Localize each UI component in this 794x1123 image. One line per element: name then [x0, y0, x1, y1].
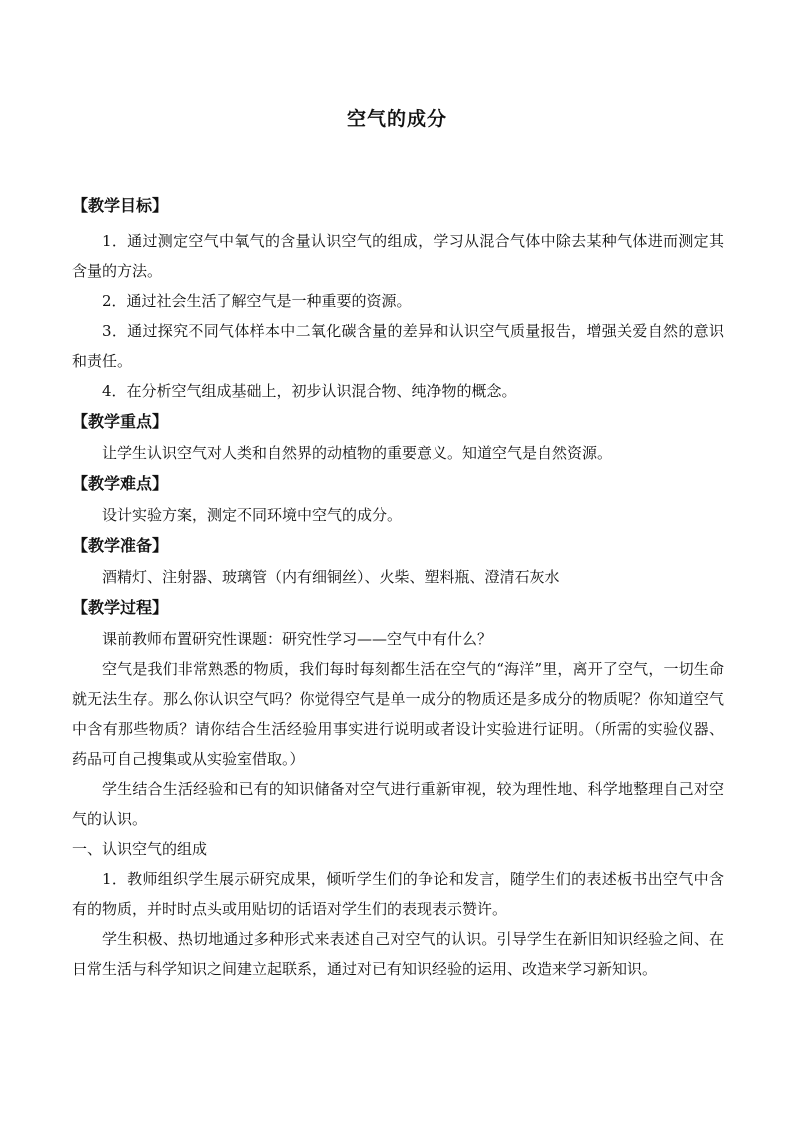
goal-item-1: 1．通过测定空气中氧气的含量认识空气的组成，学习从混合气体中除去某种气体进而测定其含量的方法。 [72, 232, 724, 280]
process-paragraph-2: 空气是我们非常熟悉的物质，我们每时每刻都生活在空气的“海洋”里，离开了空气，一切生命就无法生存。那么你认识空气吗？你觉得空气是单一成分的物质还是多成分的物质呢？你知道空气中含有那些物质？请你结合生活经验用事实进行说明或者设计实验进行证明。（所需的实验仪器、药品可自己搜集或从实验室借取。） [72, 660, 724, 768]
goal-item-3: 3．通过探究不同气体样本中二氧化碳含量的差异和认识空气质量报告，增强关爱自然的意识和责任。 [72, 322, 724, 370]
difficulties-text: 设计实验方案，测定不同环境中空气的成分。 [102, 506, 403, 524]
section-heading-process: 【教学过程】 [72, 598, 169, 617]
document-body [72, 190, 724, 984]
section-heading-difficulties: 【教学难点】 [72, 474, 169, 493]
section-heading-preparation: 【教学准备】 [72, 536, 169, 555]
document-title: 空气的成分 [346, 108, 447, 130]
section-heading-goals: 【教学目标】 [72, 196, 169, 215]
section-heading-key-points: 【教学重点】 [72, 412, 169, 431]
goal-item-2: 2．通过社会生活了解空气是一种重要的资源。 [102, 292, 412, 310]
process-sub-paragraph-1: 1．教师组织学生展示研究成果，倾听学生们的争论和发言，随学生们的表述板书出空气中含有的物质，并时时点头或用贴切的话语对学生们的表现表示赞许。 [72, 870, 724, 918]
goal-item-4: 4．在分析空气组成基础上，初步认识混合物、纯净物的概念。 [102, 382, 517, 400]
process-paragraph-3: 学生结合生活经验和已有的知识储备对空气进行重新审视，较为理性地、科学地整理自己对空气的认识。 [72, 780, 724, 828]
process-sub-paragraph-2: 学生积极、热切地通过多种形式来表述自己对空气的认识。引导学生在新旧知识经验之间、在日常生活与科学知识之间建立起联系，通过对已有知识经验的运用、改造来学习新知识。 [72, 930, 724, 978]
key-points-text: 让学生认识空气对人类和自然界的动植物的重要意义。知道空气是自然资源。 [102, 444, 613, 462]
process-paragraph-1: 课前教师布置研究性课题：研究性学习——空气中有什么？ [102, 630, 493, 648]
process-subheading: 一、认识空气的组成 [72, 840, 208, 858]
preparation-text: 酒精灯、注射器、玻璃管（内有细铜丝）、火柴、塑料瓶、澄清石灰水 [102, 568, 560, 586]
